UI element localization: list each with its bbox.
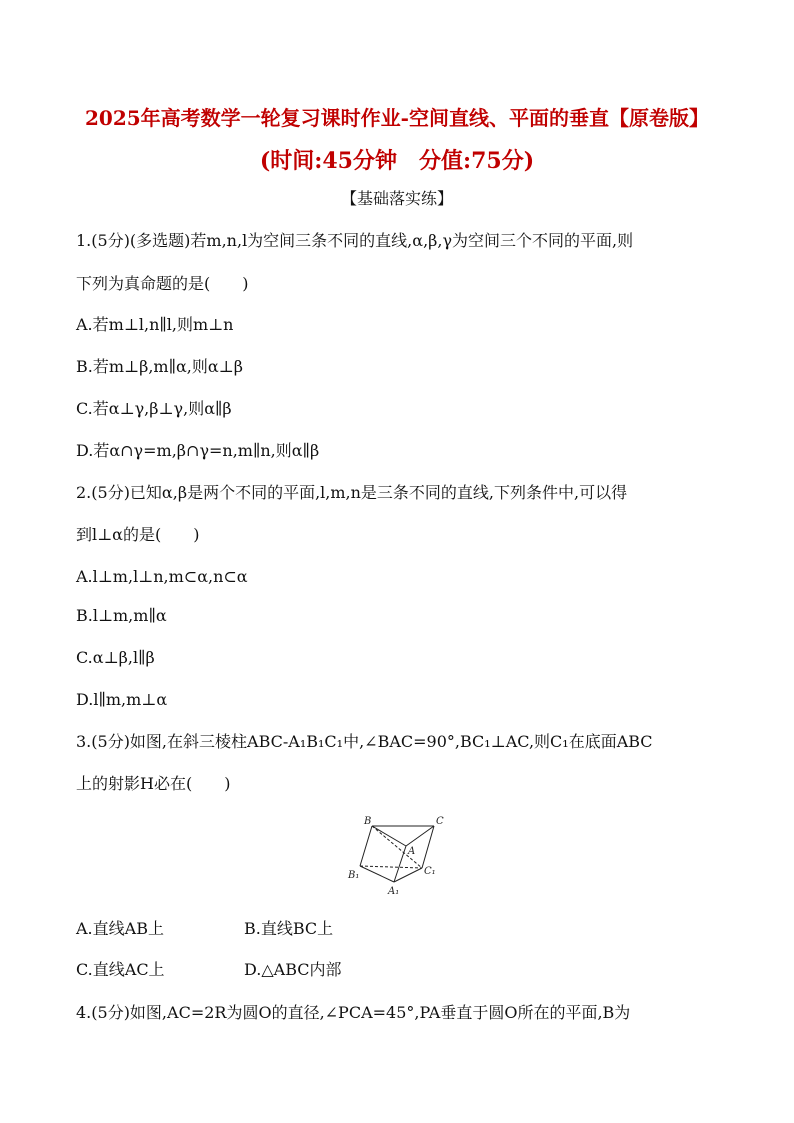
edge-b1c1-hidden bbox=[360, 866, 422, 868]
q1-stem-line1: 1.(5分)(多选题)若m,n,l为空间三条不同的直线,α,β,γ为空间三个不同的平面,则 bbox=[76, 231, 634, 250]
q3-option-b: B.直线BC上 bbox=[244, 919, 334, 938]
edge-ba bbox=[372, 826, 406, 846]
label-a1: A₁ bbox=[388, 886, 400, 896]
edge-bb1 bbox=[360, 826, 372, 866]
edge-ac bbox=[406, 826, 434, 846]
q2-option-b: B.l⊥m,m∥α bbox=[76, 606, 167, 625]
q1-option-d: D.若α∩γ=m,β∩γ=n,m∥n,则α∥β bbox=[76, 441, 320, 460]
q4-stem-line1: 4.(5分)如图,AC=2R为圆O的直径,∠PCA=45°,PA垂直于圆O所在的平面,B为 bbox=[76, 1003, 631, 1022]
q1-stem-line2: 下列为真命题的是( ) bbox=[76, 274, 249, 293]
q2-option-d: D.l∥m,m⊥α bbox=[76, 690, 168, 709]
label-c: C bbox=[436, 816, 444, 827]
label-a: A bbox=[408, 846, 416, 857]
q2-option-c: C.α⊥β,l∥β bbox=[76, 648, 155, 667]
q3-option-c: C.直线AC上 bbox=[76, 960, 165, 979]
prism-diagram bbox=[344, 810, 454, 896]
q3-option-a: A.直线AB上 bbox=[76, 919, 164, 938]
q1-option-a: A.若m⊥l,n∥l,则m⊥n bbox=[76, 315, 234, 334]
edge-cc1 bbox=[422, 826, 434, 868]
label-c1: C₁ bbox=[424, 866, 436, 877]
q1-option-c: C.若α⊥γ,β⊥γ,则α∥β bbox=[76, 399, 232, 418]
section-heading: 【基础落实练】 bbox=[340, 189, 453, 208]
q1-option-b: B.若m⊥β,m∥α,则α⊥β bbox=[76, 357, 243, 376]
q2-stem-line2: 到l⊥α的是( ) bbox=[76, 525, 200, 544]
q3-stem-line2: 上的射影H必在( ) bbox=[76, 774, 231, 793]
q3-option-d: D.△ABC内部 bbox=[244, 960, 342, 979]
q2-option-a: A.l⊥m,l⊥n,m⊂α,n⊂α bbox=[76, 567, 248, 586]
label-b: B bbox=[364, 816, 372, 827]
document-title: 2025年高考数学一轮复习课时作业-空间直线、平面的垂直【原卷版】 bbox=[85, 106, 709, 130]
edge-b1a1 bbox=[360, 866, 394, 882]
q2-stem-line1: 2.(5分)已知α,β是两个不同的平面,l,m,n是三条不同的直线,下列条件中,可以得 bbox=[76, 483, 628, 502]
document-subtitle: (时间:45分钟 分值:75分) bbox=[259, 148, 535, 174]
q3-stem-line1: 3.(5分)如图,在斜三棱柱ABC-A₁B₁C₁中,∠BAC=90°,BC₁⊥AC,则C₁在底面ABC bbox=[76, 732, 653, 751]
label-b1: B₁ bbox=[348, 870, 360, 881]
